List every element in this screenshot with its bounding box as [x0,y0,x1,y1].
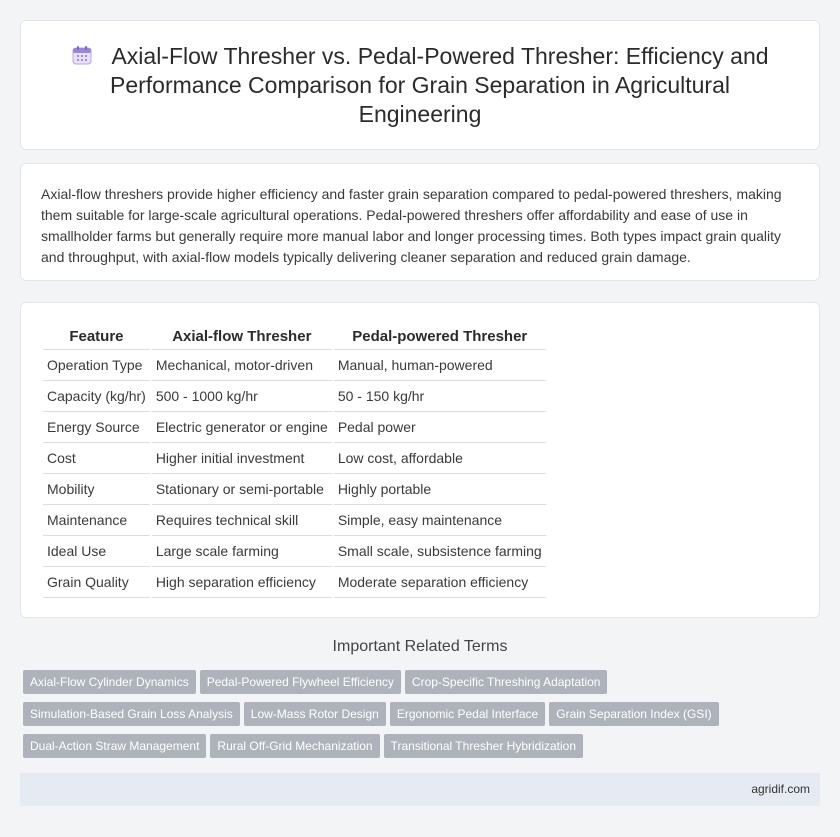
table-cell: Large scale farming [152,536,332,567]
related-term-tag[interactable]: Pedal-Powered Flywheel Efficiency [200,670,401,694]
header-axial-flow: Axial-flow Thresher [152,321,332,350]
table-row [43,350,546,381]
table-cell: Small scale, subsistence farming [334,536,546,567]
table-header-row [43,321,546,350]
header-pedal-powered: Pedal-powered Thresher [334,321,546,350]
table-cell: Low cost, affordable [334,443,546,474]
table-cell: Cost [43,443,150,474]
table-cell: 500 - 1000 kg/hr [152,381,332,412]
related-term-tag[interactable]: Dual-Action Straw Management [23,734,206,758]
calendar-icon [71,44,93,66]
table-cell: Simple, easy maintenance [334,505,546,536]
table-cell: Maintenance [43,505,150,536]
footer-site-link[interactable]: agridif.com [751,782,810,796]
header-feature: Feature [43,321,150,350]
table-cell: Pedal power [334,412,546,443]
table-cell: Electric generator or engine [152,412,332,443]
table-cell: Mobility [43,474,150,505]
table-cell: Highly portable [334,474,546,505]
table-row [43,536,546,567]
table-cell: Energy Source [43,412,150,443]
table-row [43,567,546,598]
table-cell: 50 - 150 kg/hr [334,381,546,412]
related-term-tag[interactable]: Transitional Thresher Hybridization [384,734,583,758]
table-cell: Stationary or semi-portable [152,474,332,505]
table-cell: Operation Type [43,350,150,381]
table-cell: Requires technical skill [152,505,332,536]
table-cell: High separation efficiency [152,567,332,598]
table-cell: Ideal Use [43,536,150,567]
comparison-table-card [20,302,820,618]
related-term-tag[interactable]: Crop-Specific Threshing Adaptation [405,670,608,694]
table-cell: Moderate separation efficiency [334,567,546,598]
related-term-tag[interactable]: Grain Separation Index (GSI) [549,702,718,726]
related-terms-title: Important Related Terms [332,638,508,655]
summary-card [20,163,820,281]
table-row [43,412,546,443]
related-term-tag[interactable]: Axial-Flow Cylinder Dynamics [23,670,196,694]
comparison-table [41,321,548,598]
table-cell: Grain Quality [43,567,150,598]
related-term-tag[interactable]: Rural Off-Grid Mechanization [210,734,379,758]
related-terms-list [23,670,823,766]
table-cell: Manual, human-powered [334,350,546,381]
page-title-text: Axial-Flow Thresher vs. Pedal-Powered Thresher: Efficiency and Performance Comparison for Grain Separation in Agricultural Engineering [109,42,769,127]
table-row [43,505,546,536]
footer [20,773,820,806]
summary-text: Axial-flow threshers provide higher efficiency and faster grain separation compared to pedal-powered threshers, making them suitable for large-scale agricultural operations. Pedal-powered threshers offer affordability and ease of use in smallholder farms but generally require more manual labor and longer processing times. Both types impact grain quality and throughput, with axial-flow models typically delivering cleaner separation and reduced grain damage. [41,186,782,265]
table-row [43,381,546,412]
title-card [20,20,820,150]
table-cell: Higher initial investment [152,443,332,474]
related-term-tag[interactable]: Simulation-Based Grain Loss Analysis [23,702,240,726]
table-row [43,443,546,474]
page-title [61,42,779,129]
table-row [43,474,546,505]
related-term-tag[interactable]: Ergonomic Pedal Interface [390,702,545,726]
related-term-tag[interactable]: Low-Mass Rotor Design [244,702,386,726]
table-cell: Capacity (kg/hr) [43,381,150,412]
table-cell: Mechanical, motor-driven [152,350,332,381]
